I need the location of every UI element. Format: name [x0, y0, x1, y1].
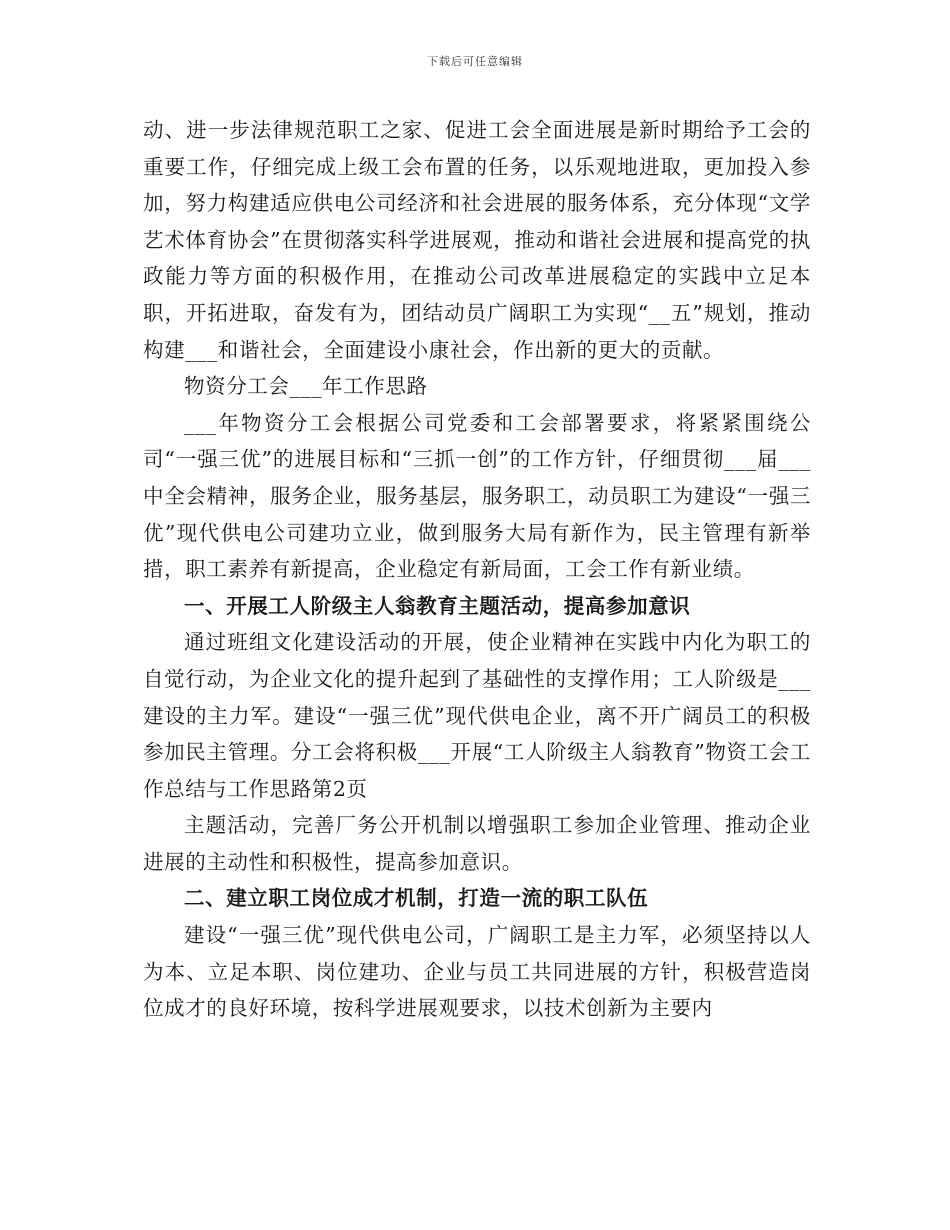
- paragraph-section-two: 建设“一强三优”现代供电公司，广阔职工是主力军，必须坚持以人为本、立足本职、岗位建功、企业与员工共同进展的方针，积极营造岗位成才的良好环境，按科学进展观要求，以技术创新为主要内: [143, 923, 811, 1021]
- heading-two: 二、建立职工岗位成才机制，打造一流的职工队伍: [184, 886, 649, 911]
- paragraph-intro: ___年物资分工会根据公司党委和工会部署要求，将紧紧围绕公司“一强三优”的进展目标和“三抓一创”的工作方针，仔细贯彻___届___中全会精神，服务企业，服务基层，服务职工，动员职工为建设“一强三优”现代供电公司建功立业，做到服务大局有新作为，民主管理有新举措，职工素养有新提高，企业稳定有新局面，工会工作有新业绩。: [143, 410, 811, 582]
- section-title: 物资分工会___年工作思路: [184, 374, 428, 399]
- page-header: 下载后可任意编辑: [427, 55, 523, 68]
- document-body: [143, 112, 811, 1027]
- heading-one: 一、开展工人阶级主人翁教育主题活动，提高参加意识: [184, 593, 691, 618]
- paragraph-continuation: 动、进一步法律规范职工之家、促进工会全面进展是新时期给予工会的重要工作，仔细完成上级工会布置的任务，以乐观地进取，更加投入参加，努力构建适应供电公司经济和社会进展的服务体系，充分体现“文学艺术体育协会”在贯彻落实科学进展观，推动和谐社会进展和提高党的执政能力等方面的积极作用，在推动公司改革进展稳定的实践中立足本职，开拓进取，奋发有为，团结动员广阔职工为实现“__五”规划，推动构建___和谐社会，全面建设小康社会，作出新的更大的贡献。: [143, 118, 811, 362]
- paragraph-section-one-cont: 主题活动，完善厂务公开机制以增强职工参加企业管理、推动企业进展的主动性和积极性，提高参加意识。: [143, 813, 811, 874]
- paragraph-section-one: 通过班组文化建设活动的开展，使企业精神在实践中内化为职工的自觉行动，为企业文化的提升起到了基础性的支撑作用；工人阶级是___建设的主力军。建设“一强三优”现代供电企业，离不开广阔员工的积极参加民主管理。分工会将积极___开展“工人阶级主人翁教育”物资工会工作总结与工作思路第2页: [143, 630, 811, 801]
